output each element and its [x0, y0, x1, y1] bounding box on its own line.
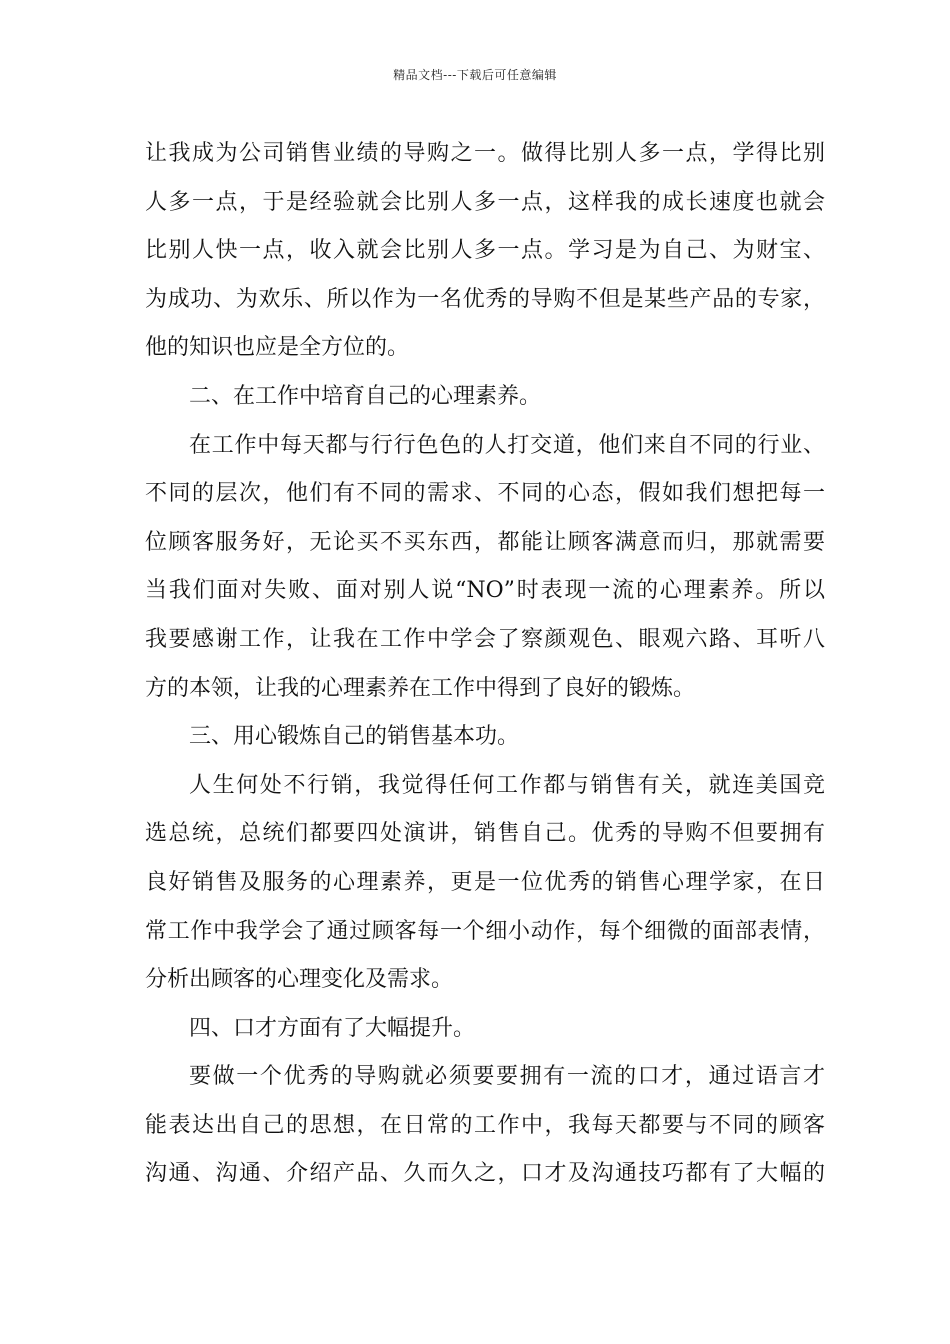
text-line: 他的知识也应是全方位的。: [145, 335, 410, 361]
section-heading: 四、口才方面有了大幅提升。: [189, 1015, 476, 1041]
section-heading: 二、在工作中培育自己的心理素养。: [189, 383, 542, 409]
text-line: 让我成为公司销售业绩的导购之一。做得比别人多一点，学得比别: [145, 141, 825, 166]
document-body: [145, 130, 825, 1199]
text-line: 为成功、为欢乐、所以作为一名优秀的导购不但是某些产品的专家，: [145, 286, 825, 312]
text-line: 我要感谢工作，让我在工作中学会了察颜观色、眼观六路、耳听八: [145, 626, 825, 652]
text-line: 选总统，总统们都要四处演讲，销售自己。优秀的导购不但要拥有: [145, 821, 825, 847]
text-line: 比别人快一点，收入就会比别人多一点。学习是为自己、为财宝、: [145, 238, 825, 264]
text-line: 不同的层次，他们有不同的需求、不同的心态，假如我们想把每一: [145, 481, 825, 507]
text-line: 位顾客服务好，无论买不买东西，都能让顾客满意而归，那就需要: [145, 529, 825, 555]
text-line: 常工作中我学会了通过顾客每一个细小动作，每个细微的面部表情，: [145, 918, 825, 944]
text-line: 人生何处不行销，我觉得任何工作都与销售有关，就连美国竞: [189, 772, 825, 798]
text-line: 能表达出自己的思想，在日常的工作中，我每天都要与不同的顾客: [145, 1112, 825, 1138]
text-line: 人多一点，于是经验就会比别人多一点，这样我的成长速度也就会: [145, 189, 825, 215]
text-line: 分析出顾客的心理变化及需求。: [145, 967, 454, 993]
text-line: 沟通、沟通、介绍产品、久而久之，口才及沟通技巧都有了大幅的: [145, 1161, 825, 1187]
text-line: 在工作中每天都与行行色色的人打交道，他们来自不同的行业、: [189, 432, 825, 458]
text-line: 方的本领，让我的心理素养在工作中得到了良好的锻炼。: [145, 675, 696, 701]
text-line: 要做一个优秀的导购就必须要要拥有一流的口才，通过语言才: [189, 1064, 825, 1090]
page-header: 精品文档---下载后可任意编辑: [393, 68, 557, 82]
section-heading: 三、用心锻炼自己的销售基本功。: [189, 724, 520, 750]
text-line: 良好销售及服务的心理素养，更是一位优秀的销售心理学家，在日: [145, 869, 825, 895]
text-line: 当我们面对失败、面对别人说“NO”时表现一流的心理素养。所以: [145, 578, 825, 604]
